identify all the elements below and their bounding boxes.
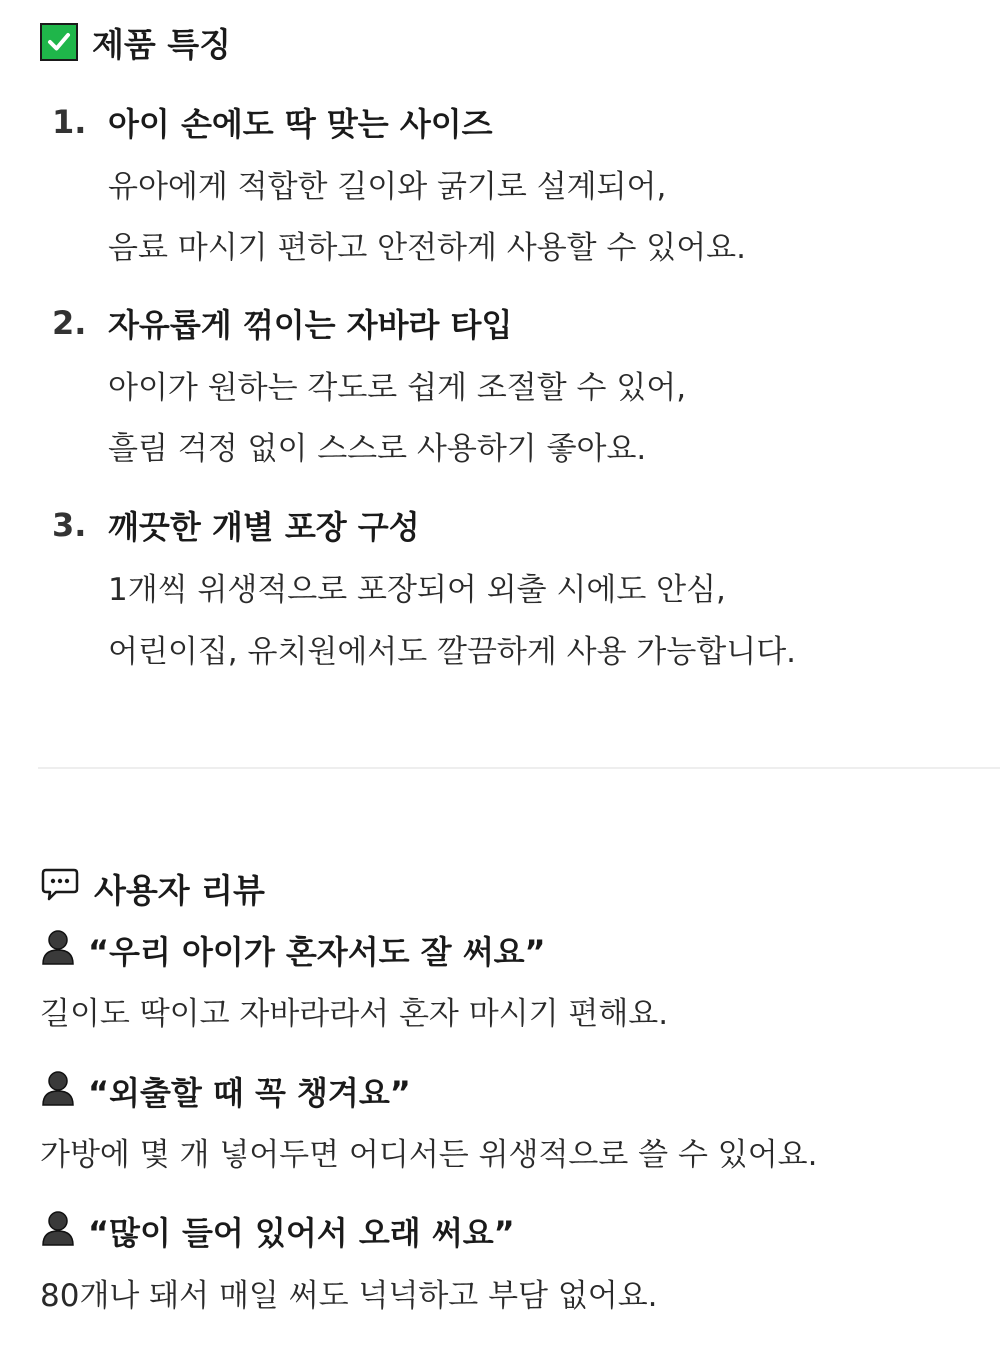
features-heading — [40, 20, 231, 64]
features-heading-text: 제품 특징 — [92, 24, 232, 64]
person-silhouette-icon — [40, 927, 76, 973]
feature-description-line: 아이가 원하는 각도로 쉽게 조절할 수 있어, — [108, 369, 687, 406]
person-silhouette-icon — [40, 1068, 76, 1114]
speech-balloon-icon — [40, 864, 80, 912]
feature-number: 1. — [52, 103, 87, 141]
feature-title-text: 자유롭게 꺾이는 자바라 타입 — [108, 306, 513, 344]
review-quote — [40, 927, 546, 973]
review-text: 가방에 몇 개 넣어두면 어디서든 위생적으로 쓸 수 있어요. — [40, 1136, 818, 1173]
check-mark-icon — [40, 23, 78, 61]
feature-title — [52, 503, 420, 547]
review-quote-text: “많이 들어 있어서 오래 써요” — [88, 1214, 515, 1252]
person-silhouette-icon — [40, 1208, 76, 1254]
feature-title — [52, 100, 493, 144]
feature-title-text: 깨끗한 개별 포장 구성 — [108, 508, 420, 546]
feature-description-line: 흘림 걱정 없이 스스로 사용하기 좋아요. — [108, 430, 647, 467]
feature-title-text: 아이 손에도 딱 맞는 사이즈 — [108, 105, 493, 143]
feature-description-line: 유아에게 적합한 길이와 굵기로 설계되어, — [108, 168, 667, 205]
feature-number: 2. — [52, 304, 87, 342]
review-quote — [40, 1208, 515, 1254]
review-quote-text: “우리 아이가 혼자서도 잘 써요” — [88, 933, 546, 971]
feature-number: 3. — [52, 506, 87, 544]
reviews-heading — [40, 866, 265, 910]
feature-description-line: 1개씩 위생적으로 포장되어 외출 시에도 안심, — [108, 571, 726, 608]
reviews-heading-text: 사용자 리뷰 — [94, 870, 265, 910]
feature-description-line: 어린이집, 유치원에서도 깔끔하게 사용 가능합니다. — [108, 633, 796, 670]
feature-description-line: 음료 마시기 편하고 안전하게 사용할 수 있어요. — [108, 229, 746, 266]
review-quote-text: “외출할 때 꼭 챙겨요” — [88, 1074, 411, 1112]
feature-title — [52, 301, 512, 345]
review-quote — [40, 1068, 411, 1114]
review-text: 길이도 딱이고 자바라라서 혼자 마시기 편해요. — [40, 995, 669, 1032]
section-divider — [38, 767, 1000, 769]
review-text: 80개나 돼서 매일 써도 넉넉하고 부담 없어요. — [40, 1277, 658, 1314]
